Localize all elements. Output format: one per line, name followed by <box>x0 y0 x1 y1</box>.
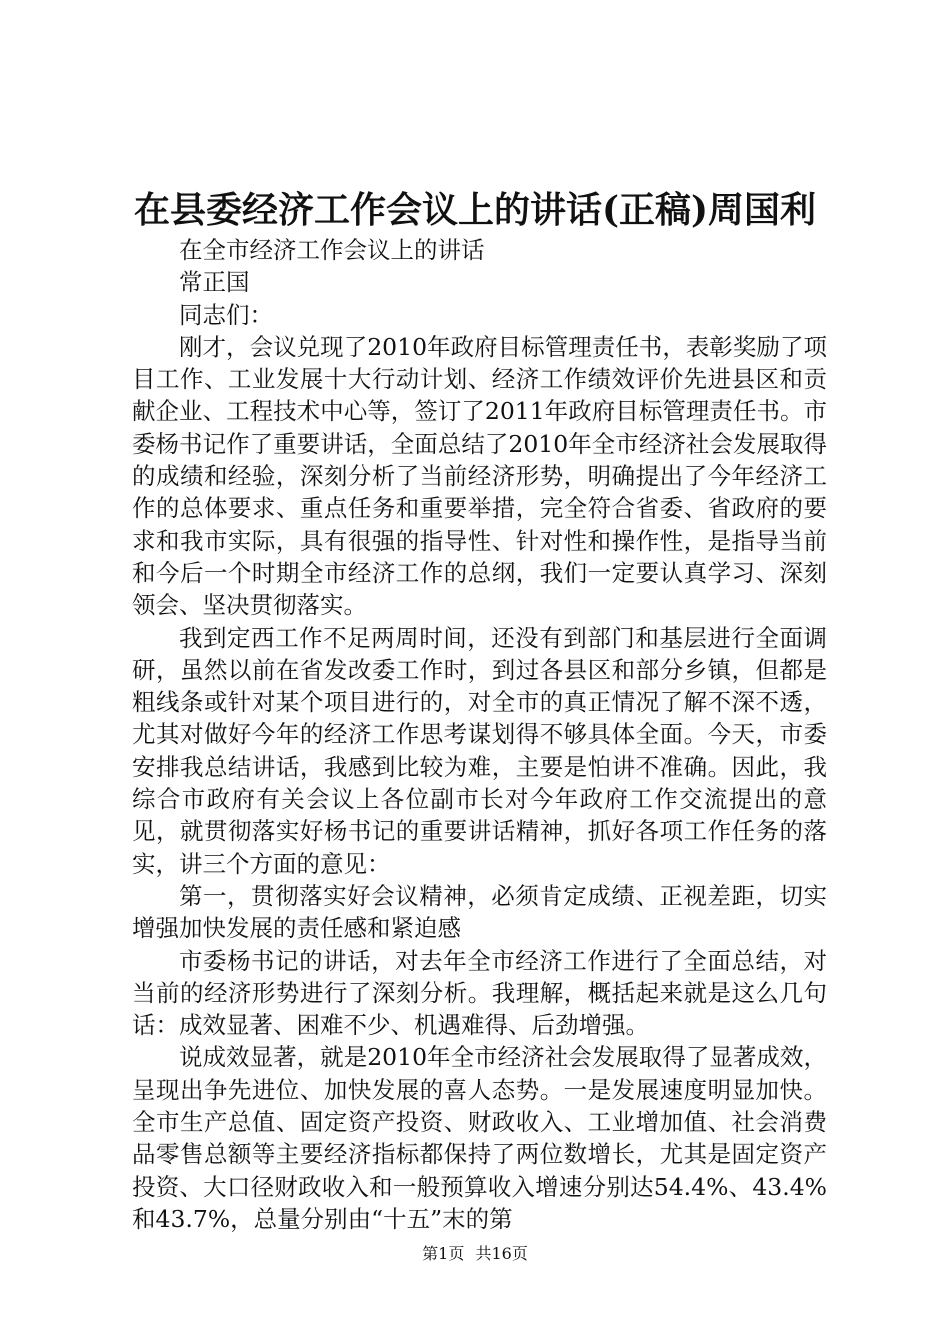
body-paragraph: 说成效显著，就是2010年全市经济社会发展取得了显著成效，呈现出争先进位、加快发展的喜人态势。一是发展速度明显加快。全市生产总值、固定资产投资、财政收入、工业增加值、社会消费品零售总额等主要经济指标都保持了两位数增长，尤其是固定资产投资、大口径财政收入和一般预算收入增速分别达54.4%、43.4%和43.7%，总量分别由“十五”末的第 <box>132 1043 827 1233</box>
body-paragraph: 市委杨书记的讲话，对去年全市经济工作进行了全面总结，对当前的经济形势进行了深刻分析。我理解，概括起来就是这么几句话：成效显著、困难不少、机遇难得、后劲增强。 <box>132 946 827 1040</box>
document-body <box>132 234 827 1235</box>
section-heading: 第一，贯彻落实好会议精神，必须肯定成绩、正视差距，切实增强加快发展的责任感和紧迫感 <box>132 881 827 943</box>
body-paragraph: 刚才，会议兑现了2010年政府目标管理责任书，表彰奖励了项目工作、工业发展十大行动计划、经济工作绩效评价先进县区和贡献企业、工程技术中心等，签订了2011年政府目标管理责任书。市委杨书记作了重要讲话，全面总结了2010年全市经济社会发展取得的成绩和经验，深刻分析了当前经济形势，明确提出了今年经济工作的总体要求、重点任务和重要举措，完全符合省委、省政府的要求和我市实际，具有很强的指导性、针对性和操作性，是指导当前和今后一个时期全市经济工作的总纲，我们一定要认真学习、深刻领会、坚决贯彻落实。 <box>132 332 827 620</box>
page-number: 第1页 <box>422 1244 465 1263</box>
page-total: 共16页 <box>475 1244 528 1263</box>
body-paragraph: 我到定西工作不足两周时间，还没有到部门和基层进行全面调研，虽然以前在省发改委工作时，到过各县区和部分乡镇，但都是粗线条或针对某个项目进行的，对全市的真正情况了解不深不透，尤其对做好今年的经济工作思考谋划得不够具体全面。今天，市委安排我总结讲话，我感到比较为难，主要是怕讲不准确。因此，我综合市政府有关会议上各位副市长对今年政府工作交流提出的意见，就贯彻落实好杨书记的重要讲话精神，抓好各项工作任务的落实，讲三个方面的意见： <box>132 623 827 878</box>
speech-heading: 在全市经济工作会议上的讲话 <box>179 236 485 264</box>
salutation: 同志们： <box>179 300 273 329</box>
document-title: 在县委经济工作会议上的讲话(正稿)周国利 <box>133 189 817 231</box>
speaker-name: 常正国 <box>179 268 250 297</box>
page-footer <box>0 1243 950 1265</box>
